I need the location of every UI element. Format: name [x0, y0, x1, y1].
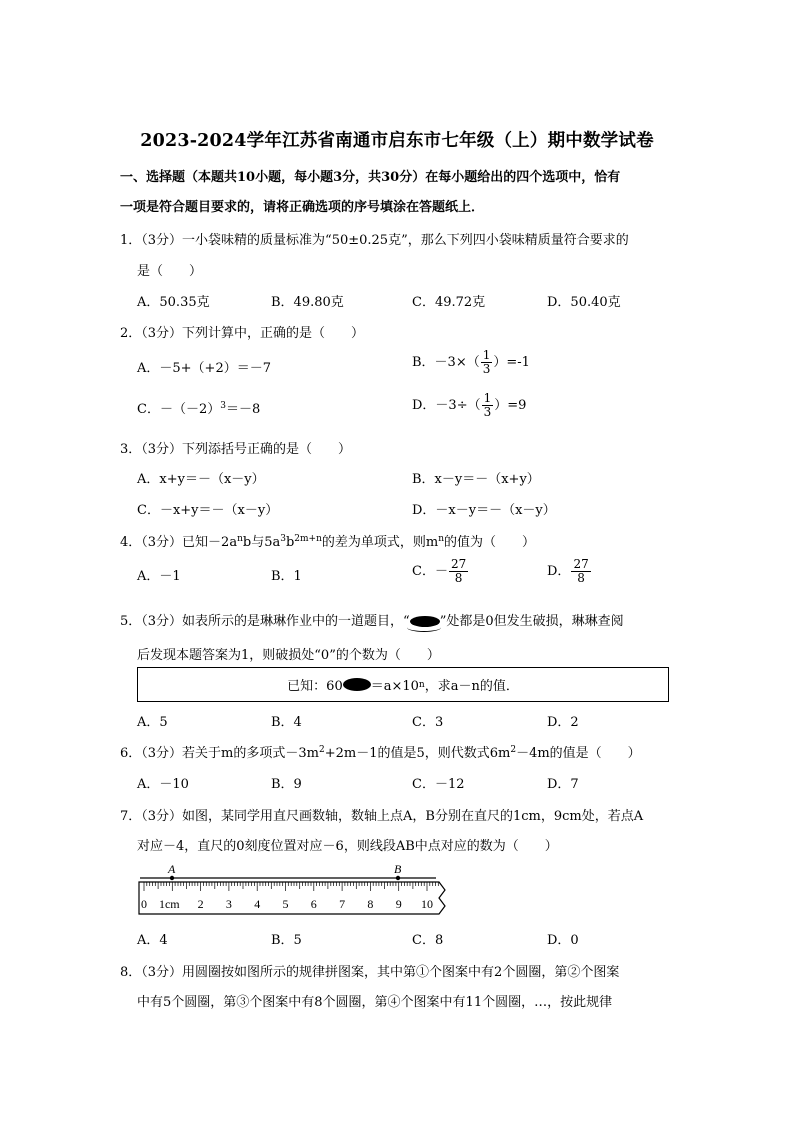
q1-option-d: D．50.40克: [547, 295, 621, 310]
q6-option-a: A．－10: [137, 777, 189, 792]
q6-option-b: B．9: [271, 777, 302, 792]
point-a-dot: [170, 876, 174, 880]
page-title: 2023-2024学年江苏省南通市启东市七年级（上）期中数学试卷: [140, 131, 654, 151]
q5-option-c: C．3: [412, 715, 444, 730]
ruler-label: 1cm: [158, 897, 180, 911]
q3-option-a: A．x+y＝－（x－y）: [137, 472, 265, 487]
fraction: $\frac{27}{8}$: [450, 557, 467, 585]
q2-stem: 2．（3分）下列计算中，正确的是（ ）: [120, 326, 365, 341]
q4-option-d: D． $\frac{27}{8}$: [547, 557, 589, 585]
q5-option-a: A．5: [137, 715, 168, 730]
q7-stem-line2: 对应－4，直尺的0刻度位置对应－6，则线段AB中点对应的数为（ ）: [137, 839, 558, 854]
point-a-label: A: [168, 862, 176, 876]
q5-stem-line1: 5．（3分）如表所示的是琳琳作业中的一道题目，“ ”处都是0但发生破损，琳琳查阅: [120, 614, 624, 629]
q4-stem: 4．（3分）已知$-2a^nb$与$5a^3b^{2m+n}$的差为单项式，则$m^n$的值为（ ）: [120, 534, 536, 550]
q1-stem-line1: 1．（3分）一小袋味精的质量标准为“50±0.25克”，那么下列四小袋味精质量符合要求的: [120, 233, 629, 248]
q7-option-a: A．4: [137, 933, 168, 948]
ruler-label: 0: [141, 897, 147, 911]
q7-option-c: C．8: [412, 933, 444, 948]
ruler-label: 5: [282, 897, 289, 911]
q1-option-c: C．49.72克: [412, 295, 486, 310]
q3-stem: 3．（3分）下列添括号正确的是（ ）: [120, 442, 352, 457]
q2-option-c: C．$-(-2)^3=-8$: [137, 401, 261, 417]
q6-stem: 6．（3分）若关于m的多项式$-3m^2+2m-1$的值是5，则代数式$6m^2-4m$的值是（ ）: [120, 745, 641, 761]
point-b-label: B: [394, 862, 402, 876]
q3-option-b: B．x－y＝－（x+y）: [412, 472, 540, 487]
ruler-label: 6: [310, 897, 317, 911]
q5-option-b: B．4: [271, 715, 302, 730]
q7-stem-line1: 7．（3分）如图，某同学用直尺画数轴，数轴上点A，B分别在直尺的1cm，9cm处，若点A: [120, 809, 644, 824]
q5-problem-box: 已知：60 ＝a×10 n ，求a－n的值．: [137, 667, 669, 702]
q7-option-b: B．5: [271, 933, 302, 948]
q8-stem-line2: 中有5个圆圈，第③个图案中有8个圆圈，第④个图案中有11个圆圈，…，按此规律: [137, 995, 613, 1010]
q2-option-b: B．－3×（ $\frac{1}{3}$ ）=-1: [412, 348, 530, 376]
q3-option-d: D．－x－y＝－（x－y）: [412, 503, 556, 518]
q2-option-a: A．－5+（+2）＝－7: [137, 361, 271, 376]
q6-option-d: D．7: [547, 777, 579, 792]
smudge-icon: [410, 616, 440, 627]
q6-option-c: C．－12: [412, 777, 465, 792]
q4-option-a: A．－1: [137, 569, 181, 584]
ruler-label: 7: [339, 897, 346, 911]
q3-option-c: C．－x+y＝－（x－y）: [137, 503, 279, 518]
fraction: $\frac{1}{3}$: [483, 391, 492, 419]
q1-stem-line2: 是（ ）: [137, 264, 203, 279]
section-header-line1: 一、选择题（本题共10小题，每小题3分，共30分）在每小题给出的四个选项中，恰有: [120, 170, 621, 185]
section-header-line2: 一项是符合题目要求的，请将正确选项的序号填涂在答题纸上．: [120, 200, 485, 215]
q5-option-d: D．2: [547, 715, 579, 730]
ruler-diagram: [136, 860, 456, 920]
q7-option-d: D．0: [547, 933, 579, 948]
q2-option-d: D．－3÷（ $\frac{1}{3}$ ）=9: [412, 391, 527, 419]
smudge-icon: [343, 678, 371, 691]
q1-option-a: A．50.35克: [137, 295, 210, 310]
q8-stem-line1: 8．（3分）用圆圈按如图所示的规律拼图案，其中第①个图案中有2个圆圈，第②个图案: [120, 965, 620, 980]
q5-stem-line2: 后发现本题答案为1，则破损处“0”的个数为（ ）: [137, 648, 440, 663]
ruler-label: 3: [225, 897, 232, 911]
point-b-dot: [396, 876, 400, 880]
fraction: $\frac{27}{8}$: [573, 557, 589, 585]
ruler-label: 2: [197, 897, 204, 911]
ruler-label: 4: [254, 897, 261, 911]
q4-option-c: C．－ $\frac{27}{8}$: [412, 557, 467, 585]
ruler-label: 8: [367, 897, 374, 911]
ruler-label: 10: [421, 897, 433, 911]
q4-option-b: B．1: [271, 569, 302, 584]
q1-option-b: B．49.80克: [271, 295, 344, 310]
fraction: $\frac{1}{3}$: [482, 348, 491, 376]
ruler-label: 9: [395, 897, 402, 911]
